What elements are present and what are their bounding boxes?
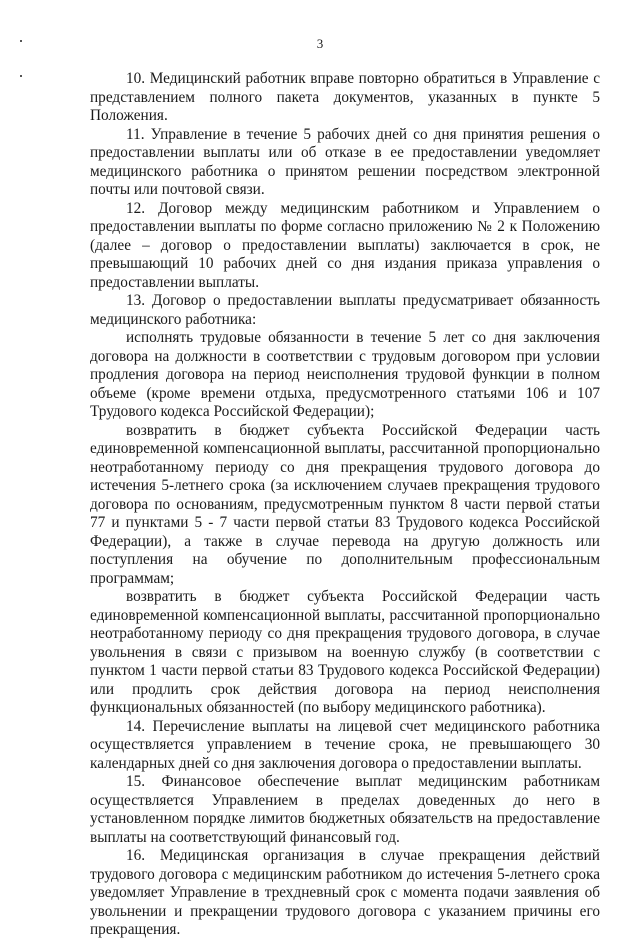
paragraph-12: 12. Договор между медицинским работником и Управлением о предоставлении выплаты по форме согласно приложению № 2 к Положению (далее – договор о предоставлении выплаты) заключается в срок, не превышающий 10 рабочих дней со дня издания приказа управления о предоставлении выплаты. bbox=[90, 199, 600, 291]
page-number: 3 bbox=[316, 36, 324, 51]
paragraph-15: 15. Финансовое обеспечение выплат медицинским работникам осуществляется Управлением в пределах доведенных до него в установленном порядке лимитов бюджетных обязательств на предоставление выплаты на соответствующий финансовый год. bbox=[90, 773, 600, 846]
paragraph-13-obligation-2: возвратить в бюджет субъекта Российской Федерации часть единовременной компенсационной выплаты, рассчитанной пропорционально неотработанному периоду со дня прекращения трудового договора до истечения 5-летнего срока (за исключением случаев прекращения трудового договора по основаниям, предусмотренным пунктом 8 части первой статьи 77 и пунктами 5 - 7 части первой статьи 83 Трудового кодекса Российской Федерации), а также в случае перевода на другую должность или поступления на обучение по дополнительным профессиональным программам; bbox=[90, 421, 600, 587]
paragraph-16: 16. Медицинская организация в случае прекращения действий трудового договора с медицинским работником до истечения 5-летнего срока уведомляет Управление в трехдневный срок с момента подачи заявления об увольнении и прекращении трудового договора с указанием причины его прекращения. bbox=[90, 847, 600, 938]
paragraph-13-obligation-3: возвратить в бюджет субъекта Российской Федерации часть единовременной компенсационной выплаты, рассчитанной пропорционально неотработанному периоду со дня прекращения трудового договора, в случае увольнения в связи с призывом на военную службу (в соответствии с пунктом 1 части первой статьи 83 Трудового кодекса Российской Федерации) или продлить срок действия договора на период неисполнения функциональных обязанностей (по выбору медицинского работника). bbox=[90, 588, 600, 716]
paragraph-14: 14. Перечисление выплаты на лицевой счет медицинского работника осуществляется управлением в течение срока, не превышающего 30 календарных дней со дня заключения договора о предоставлении выплаты. bbox=[90, 717, 600, 772]
paragraph-13-obligation-1: исполнять трудовые обязанности в течение 5 лет со дня заключения договора на должности в соответствии с трудовым договором при условии продления договора на период неисполнения трудовой функции в полном объеме (кроме времени отдыха, предусмотренного статьями 106 и 107 Трудового кодекса Российской Федерации); bbox=[90, 329, 600, 420]
paragraph-13: 13. Договор о предоставлении выплаты предусматривает обязанность медицинского работника: bbox=[90, 292, 600, 328]
document-body bbox=[90, 70, 600, 940]
paragraph-10: 10. Медицинский работник вправе повторно обратиться в Управление с представлением полного пакета документов, указанных в пункте 5 Положения. bbox=[90, 70, 600, 124]
paragraph-11: 11. Управление в течение 5 рабочих дней со дня принятия решения о предоставлении выплаты или об отказе в ее предоставлении уведомляет медицинского работника о принятом решении посредством электронной почты или почтовой связи. bbox=[90, 125, 600, 198]
scan-mark-middle bbox=[20, 75, 22, 77]
